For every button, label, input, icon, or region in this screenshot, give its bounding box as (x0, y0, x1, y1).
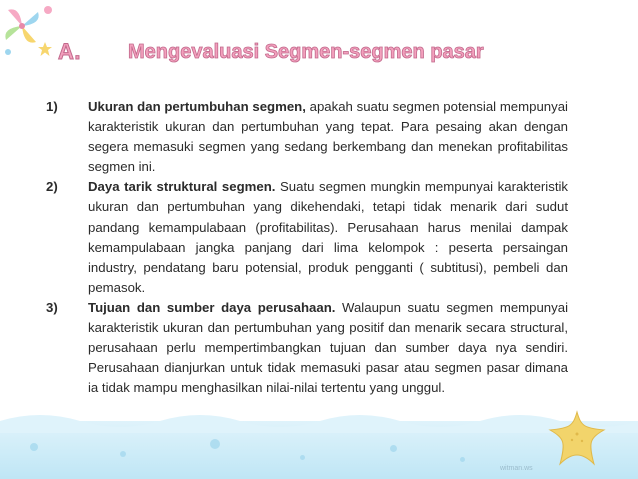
small-star-icon (38, 42, 52, 56)
item-number: 3) (46, 299, 58, 315)
starfish-icon (548, 410, 606, 466)
list-item (46, 97, 568, 177)
title-text: Mengevaluasi Segmen-segmen pasar (128, 40, 484, 63)
item-heading: Ukuran dan pertumbuhan segmen, (88, 99, 306, 114)
item-heading: Daya tarik struktural segmen. (88, 179, 276, 195)
item-heading: Tujuan dan sumber daya perusahaan. (88, 299, 336, 315)
item-text (88, 298, 568, 398)
credit-text: witman.ws (500, 465, 533, 472)
list-item (46, 298, 568, 398)
item-body: Walaupun suatu segmen mempunyai karakteristik ukuran dan pertumbuhan yang positif dan menarik secara structural, perusahaan perlu mempertimbangkan tujuan dan sumber daya nya sendiri. Perusahaan dianjurkan untuk tidak memasuki pasar atau segmen pasar dimana ia tidak mampu menghasilkan nilai-nilai tertentu yang unggul. (88, 299, 568, 396)
slide-title (58, 34, 484, 70)
item-number: 2) (46, 179, 58, 195)
list-item (46, 177, 568, 298)
wave-decoration (0, 407, 638, 433)
item-text (88, 97, 568, 177)
item-body: apakah suatu segmen potensial mempunyai karakteristik ukuran dan pertumbuhan yang tepat. Para pesaing akan dengan segera memasuki segmen yang sedang berkembang dan menekan profitabilitas segmen ini. (88, 99, 568, 175)
item-text (88, 177, 568, 298)
item-number: 1) (46, 99, 58, 114)
section-letter: A. (58, 39, 81, 64)
content-list (46, 97, 568, 398)
item-body: Suatu segmen mungkin mempunyai karakteristik ukuran dan pertumbuhan yang dikehendaki, tetapi tidak menarik dari sudut pandang kemampulabaan (profitabilitas). Perusahaan harus menilai dampak kemampulabaan jangka panjang dari lima kelompok : peserta persaingan industry, pendatang baru potensial, produk pengganti ( subtitusi), pembeli dan pemasok. (88, 179, 569, 295)
water-band (0, 421, 638, 479)
